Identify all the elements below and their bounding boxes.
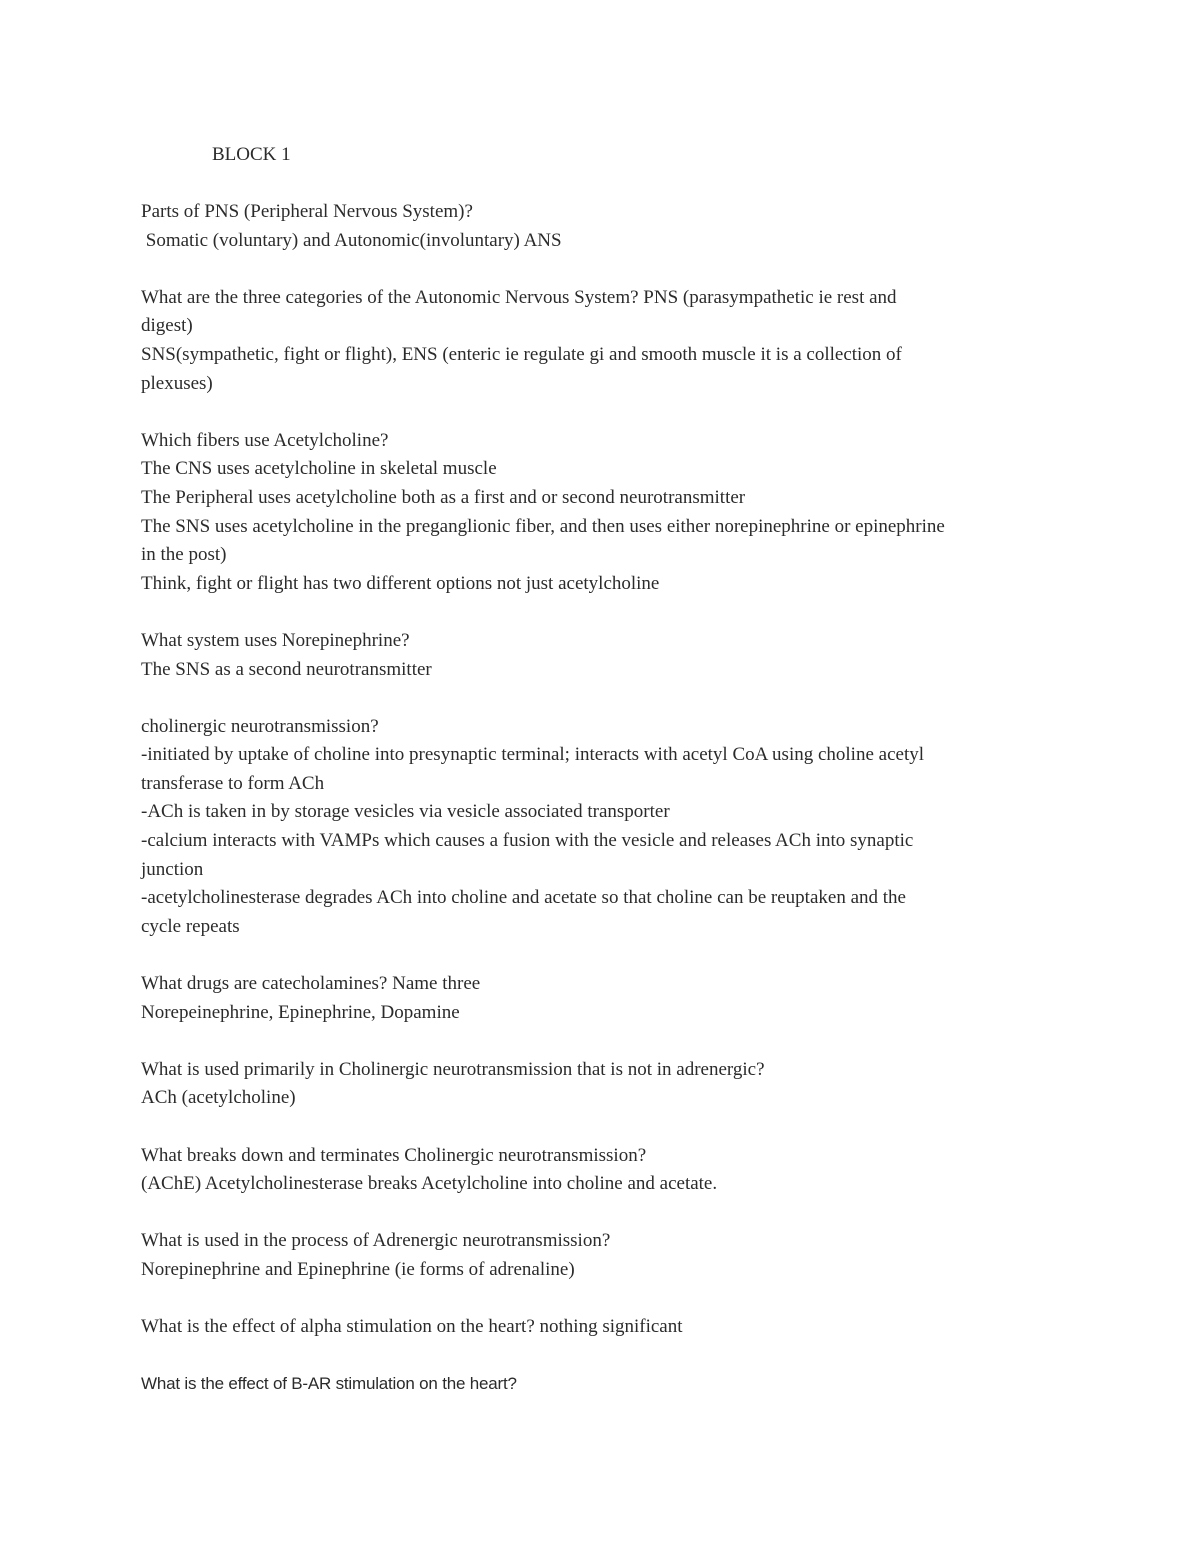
page-title: BLOCK 1 [212, 144, 291, 165]
question-line: What is the effect of B-AR stimulation on the heart? [141, 1374, 517, 1394]
section-catecholamines [141, 970, 1071, 1027]
section-acetylcholine-fibers [141, 427, 1071, 599]
answer-line: plexuses) [141, 372, 213, 394]
question-line: What is used primarily in Cholinergic neurotransmission that is not in adrenergic? [141, 1058, 765, 1080]
question-line: Parts of PNS (Peripheral Nervous System)? [141, 201, 473, 222]
question-line: Which fibers use Acetylcholine? [141, 429, 389, 451]
section-cholinergic-termination [141, 1142, 1071, 1199]
section-adrenergic-process [141, 1227, 1071, 1284]
answer-line: -ACh is taken in by storage vesicles via vesicle associated transporter [141, 801, 670, 823]
question-line: What breaks down and terminates Cholinergic neurotransmission? [141, 1144, 647, 1166]
answer-line: transferase to form ACh [141, 772, 325, 794]
section-beta-heart [141, 1370, 1071, 1399]
answer-line: The CNS uses acetylcholine in skeletal muscle [141, 458, 497, 480]
answer-line: The SNS uses acetylcholine in the preganglionic fiber, and then uses either norepinephrine or epinephrine [141, 515, 945, 537]
answer-line: in the post) [141, 544, 227, 566]
question-line: What system uses Norepinephrine? [141, 629, 410, 651]
answer-line: -initiated by uptake of choline into presynaptic terminal; interacts with acetyl CoA using choline acetyl [141, 744, 924, 766]
question-line: What is used in the process of Adrenergic neurotransmission? [141, 1230, 611, 1252]
section-alpha-heart [141, 1313, 1071, 1342]
answer-line: (AChE) Acetylcholinesterase breaks Acetylcholine into choline and acetate. [141, 1173, 718, 1195]
answer-line: Somatic (voluntary) and Autonomic(involuntary) ANS [141, 229, 562, 251]
section-ans-categories [141, 284, 1071, 398]
answer-line: Think, fight or flight has two different options not just acetylcholine [141, 572, 660, 594]
answer-line: -acetylcholinesterase degrades ACh into choline and acetate so that choline can be reuptaken and the [141, 887, 906, 909]
answer-line: SNS(sympathetic, fight or flight), ENS (enteric ie regulate gi and smooth muscle it is a collection of [141, 343, 902, 365]
section-cholinergic-neurotransmission [141, 713, 1071, 942]
document-body [141, 198, 1071, 1428]
answer-line: The SNS as a second neurotransmitter [141, 658, 432, 680]
answer-line: Norepeinephrine, Epinephrine, Dopamine [141, 1001, 460, 1023]
question-line: What are the three categories of the Autonomic Nervous System? PNS (parasympathetic ie rest and [141, 286, 897, 308]
answer-line: -calcium interacts with VAMPs which causes a fusion with the vesicle and releases ACh into synaptic [141, 830, 914, 852]
answer-line: The Peripheral uses acetylcholine both as a first and or second neurotransmitter [141, 486, 746, 508]
question-line: What is the effect of alpha stimulation on the heart? nothing significant [141, 1316, 683, 1338]
answer-line: digest) [141, 315, 193, 337]
answer-line: junction [141, 858, 204, 880]
section-pns-parts [141, 198, 1071, 255]
question-line: What drugs are catecholamines? Name three [141, 973, 481, 995]
question-line: cholinergic neurotransmission? [141, 715, 379, 737]
answer-line: ACh (acetylcholine) [141, 1087, 296, 1109]
section-norepinephrine-system [141, 627, 1071, 684]
section-cholinergic-primary [141, 1056, 1071, 1113]
answer-line: Norepinephrine and Epinephrine (ie forms of adrenaline) [141, 1258, 575, 1280]
answer-line: cycle repeats [141, 915, 240, 937]
